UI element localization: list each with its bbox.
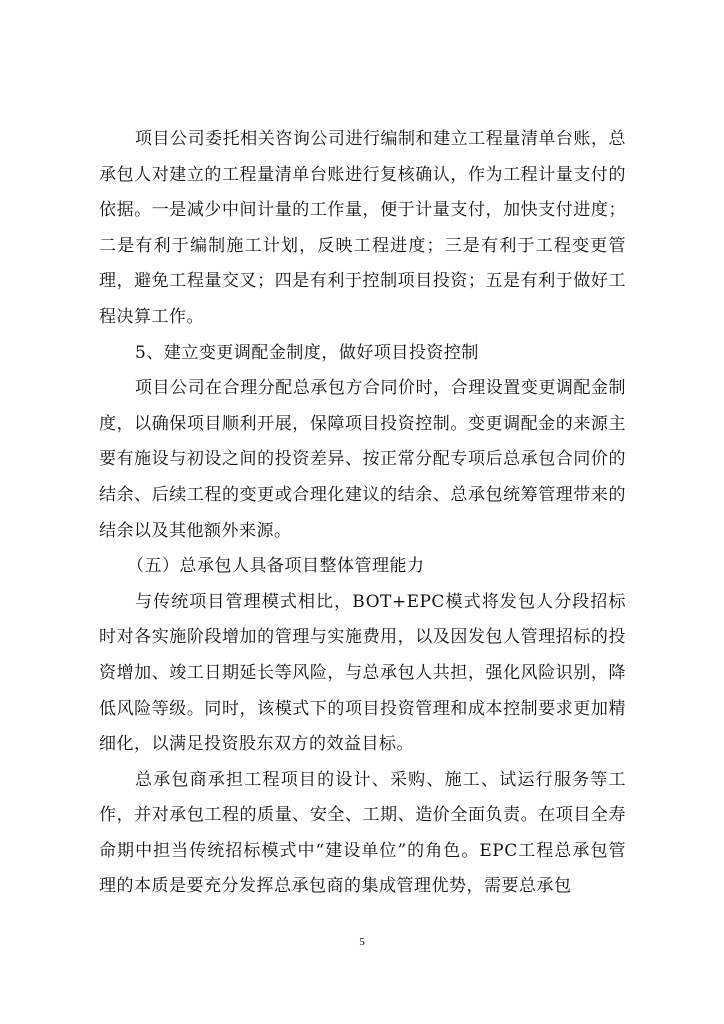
section-heading-change-fund: 5、建立变更调配金制度，做好项目投资控制 (135, 342, 479, 363)
paragraph-bot-epc-mode: 与传统项目管理模式相比，BOT+EPC模式将发包人分段招标时对各实施阶段增加的管理与实施费用，以及因发包人管理招标的投资增加、竣工日期延长等风险，与总承包人共担，强化风险识别，降低风险等级。同时，该模式下的项目投资管理和成本控制要求更加精细化，以满足投资股东双方的效益目标。 (99, 591, 626, 755)
paragraph-quantity-ledger: 项目公司委托相关咨询公司进行编制和建立工程量清单台账，总承包人对建立的工程量清单台账进行复核确认，作为工程计量支付的依据。一是减少中间计量的工作量，便于计量支付，加快支付进度；二是有利于编制施工计划，反映工程进度；三是有利于工程变更管理，避免工程量交叉；四是有利于控制项目投资；五是有利于做好工程决算工作。 (99, 129, 626, 327)
page-number: 5 (359, 936, 365, 948)
paragraph-general-contractor: 总承包商承担工程项目的设计、采购、施工、试运行服务等工作，并对承包工程的质量、安全、工期、造价全面负责。在项目全寿命期中担当传统招标模式中“建设单位”的角色。EPC工程总承包管理的本质是要充分发挥总承包商的集成管理优势，需要总承包 (99, 769, 626, 897)
document-body (99, 122, 626, 905)
section-heading-management-capability: （五）总承包人具备项目整体管理能力 (127, 556, 425, 577)
paragraph-change-fund: 项目公司在合理分配总承包方合同价时，合理设置变更调配金制度，以确保项目顺利开展，保障项目投资控制。变更调配金的来源主要有施设与初设之间的投资差异、按正常分配专项后总承包合同价的结余、后续工程的变更或合理化建议的结余、总承包统筹管理带来的结余以及其他额外来源。 (99, 378, 626, 541)
